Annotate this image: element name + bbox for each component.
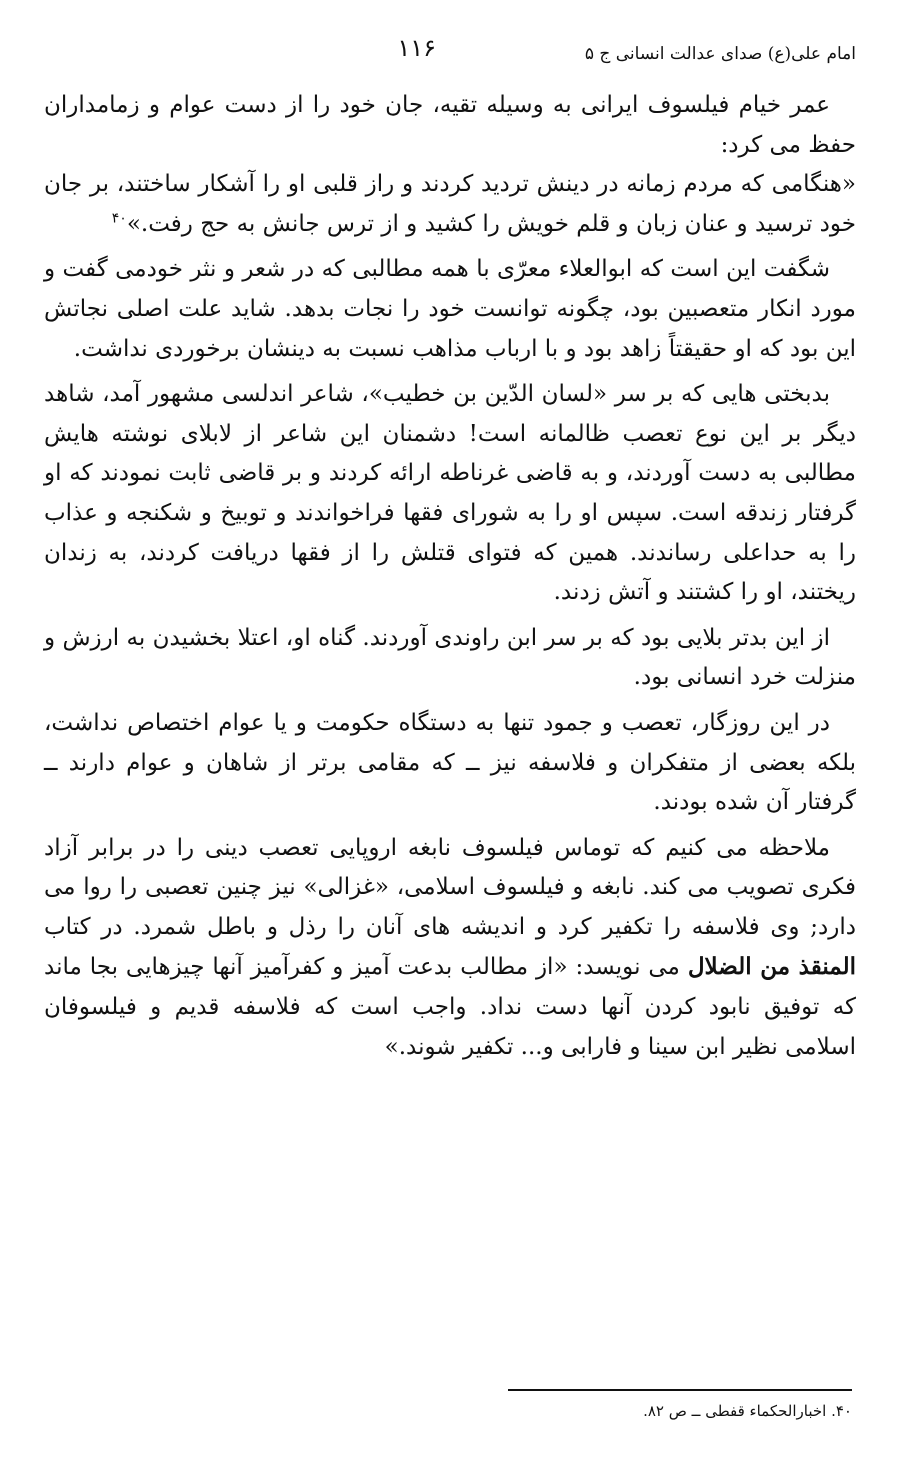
ghazali-text-start: ملاحظه می کنیم که توماس فیلسوف نابغه اروپایی تعصب دینی را در برابر آزاد فکری تصویب می کند. نابغه و فیلسوف اسلامی، «غزالی» نیز چنین تعصبی را روا می دارد; وی فلاسفه را تکفیر کرد و اندیشه های آنان را رذل و باطل شمرد. در کتاب xyxy=(44,834,856,940)
header-title: امام علی(ع) صدای عدالت انسانی ج ۵ xyxy=(584,44,856,64)
paragraph-khayyam: عمر خیام فیلسوف ایرانی به وسیله تقیه، جان خود را از دست عوام و زمامداران حفظ می کرد: xyxy=(44,92,856,158)
body-text xyxy=(44,86,856,1067)
paragraph-ibn-rawandi: از این بدتر بلایی بود که بر سر ابن راوندی آوردند. گناه او، اعتلا بخشیدن به ارزش و منزلت خرد انسانی بود. xyxy=(44,624,856,691)
paragraph-ghazali xyxy=(44,829,856,1068)
footnote-divider xyxy=(508,1389,852,1391)
paragraph-maarri: شگفت این است که ابوالعلاء معرّی با همه مطالبی که در شعر و نثر خودمی گفت و مورد انکار متعصبین بود، چگونه توانست خود را نجات بدهد. شاید علت اصلی نجاتش این بود که او حقیقتاً زاهد بود و با ارباب مذاهب نسبت به دینشان برخوردی نداشت. xyxy=(44,256,856,362)
paragraph-khayyam-quote xyxy=(44,165,856,244)
footnote: ۴۰. اخبارالحکماء قفطی ــ ص ۸۲. xyxy=(643,1402,852,1420)
running-header xyxy=(44,30,856,74)
book-title: المنقذ من الضلال xyxy=(687,953,856,981)
page-number: ۱۱۶ xyxy=(397,34,436,62)
footnote-reference: ۴۰ xyxy=(111,210,127,227)
paragraph-fanaticism: در این روزگار، تعصب و جمود تنها به دستگاه حکومت و یا عوام اختصاص نداشت، بلکه بعضی از متفکران و فلاسفه نیز ــ که مقامی برتر از شاهان و عوام دارند ــ گرفتار آن شده بودند. xyxy=(44,709,856,816)
quote-text: «هنگامی که مردم زمانه در دینش تردید کردند و راز قلبی او را آشکار ساختند، بر جان خود ترسید و عنان زبان و قلم خویش را کشید و از ترس جانش به حج رفت.» xyxy=(44,171,856,237)
ghazali-text-end: می نویسد: «از مطالب بدعت آمیز و کفرآمیز آنها چیزهایی بجا ماند که توفیق نابود کردن آنها دست نداد. واجب است که فلاسفه قدیم و فیلسوفان اسلامی نظیر ابن سینا و فارابی و... تکفیر شوند.» xyxy=(44,954,856,1060)
paragraph-ibn-khatib: بدبختی هایی که بر سر «لسان الدّین بن خطیب»، شاعر اندلسی مشهور آمد، شاهد دیگر بر این نوع تعصب ظالمانه است! دشمنان این شاعر از لابلای نوشته هایش مطالبی به دست آوردند، و به قاضی غرناطه ارائه کردند و بر قاضی ثابت نمودند که او گرفتار زندقه است. سپس او را به شورای فقها فراخواندند و توبیخ و شکنجه و عذاب را به حداعلی رساندند. همین که فتوای قتلش را از فقها دریافت کردند، به زندان ریختند، او را کشتند و آتش زدند. xyxy=(44,381,856,606)
